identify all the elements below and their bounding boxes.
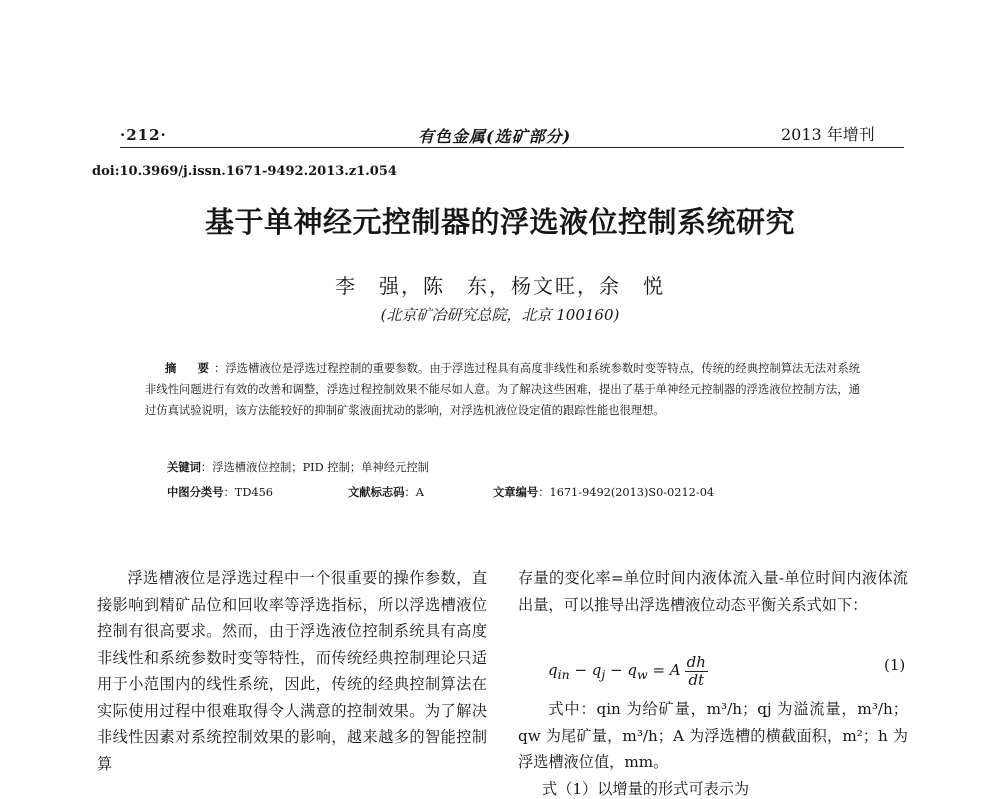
journal-name: 有色金属(选矿部分) <box>418 127 572 146</box>
equation-lhs: $q_{in} - q_j - q_w = A$ <box>548 661 681 682</box>
body-left-column <box>97 565 487 777</box>
body-paragraph: 浮选槽液位是浮选过程中一个很重要的操作参数，直接影响到精矿品位和回收率等浮选指标，所以浮选槽液位控制有很高要求。然而，由于浮选液位控制系统具有高度非线性和系统参数时变等特性，而传统经典控制理论只适用于小范围内的线性系统，因此，传统的经典控制算法在实际使用过程中很难取得令人满意的控制效果。为了解决非线性因素对系统控制效果的影响，越来越多的智能控制算 <box>97 569 487 773</box>
header-rule <box>120 147 904 148</box>
doc-code-value: ：A <box>404 486 424 499</box>
authors: 李 强，陈 东，杨文旺，余 悦 <box>335 274 665 298</box>
equation-1 <box>548 654 708 689</box>
abstract-text: ：浮选槽液位是浮选过程控制的重要参数。由于浮选过程具有高度非线性和系统参数时变等特点，传统的经典控制算法无法对系统非线性问题进行有效的改善和调整，浮选过程控制效果不能尽如人意。为了解决这些困难，提出了基于单神经元控制器的浮选液位控制方法，通过仿真试验说明，该方法能较好的抑制矿浆液面扰动的影响，对浮选机液位设定值的跟踪性能也很理想。 <box>145 362 860 417</box>
clc-number <box>167 484 273 500</box>
article-label: 文章编号 <box>493 485 539 499</box>
definitions-text: 式中：qin 为给矿量，m³/h；qj 为溢流量，m³/h；qw 为尾矿量，m³/h；A 为浮选槽的横截面积，m²；h 为浮选槽液位值，mm。 <box>518 700 908 771</box>
doi: doi:10.3969/j.issn.1671-9492.2013.z1.054 <box>92 164 397 179</box>
equation-definitions <box>518 696 908 776</box>
page-number: ·212· <box>120 126 167 144</box>
equation-number: (1) <box>884 656 906 674</box>
keywords-text: ：浮选槽液位控制；PID 控制；单神经元控制 <box>200 461 429 474</box>
article-number <box>493 484 714 500</box>
paper-title: 基于单神经元控制器的浮选液位控制系统研究 <box>204 205 795 239</box>
affiliation: (北京矿冶研究总院，北京 100160) <box>380 306 620 324</box>
document-code <box>348 484 424 500</box>
cut-off-line: 式（1）以增量的形式可表示为 <box>542 780 750 798</box>
clc-value: ：TD456 <box>223 486 273 499</box>
abstract-label: 摘 要 <box>165 361 215 375</box>
clc-label: 中图分类号 <box>167 485 224 499</box>
keywords-label: 关键词 <box>167 460 201 474</box>
year-issue: 2013 年增刊 <box>781 125 875 144</box>
equation-fraction: $\frac{dh}{dt}$ <box>686 653 706 689</box>
body-right-column <box>518 565 908 618</box>
keywords <box>167 459 429 475</box>
article-value: ：1671-9492(2013)S0-0212-04 <box>538 486 715 499</box>
body-paragraph: 存量的变化率=单位时间内液体流入量-单位时间内液体流出量，可以推导出浮选槽液位动态平衡关系式如下： <box>518 569 908 614</box>
doc-code-label: 文献标志码 <box>348 485 405 499</box>
abstract <box>145 358 860 421</box>
